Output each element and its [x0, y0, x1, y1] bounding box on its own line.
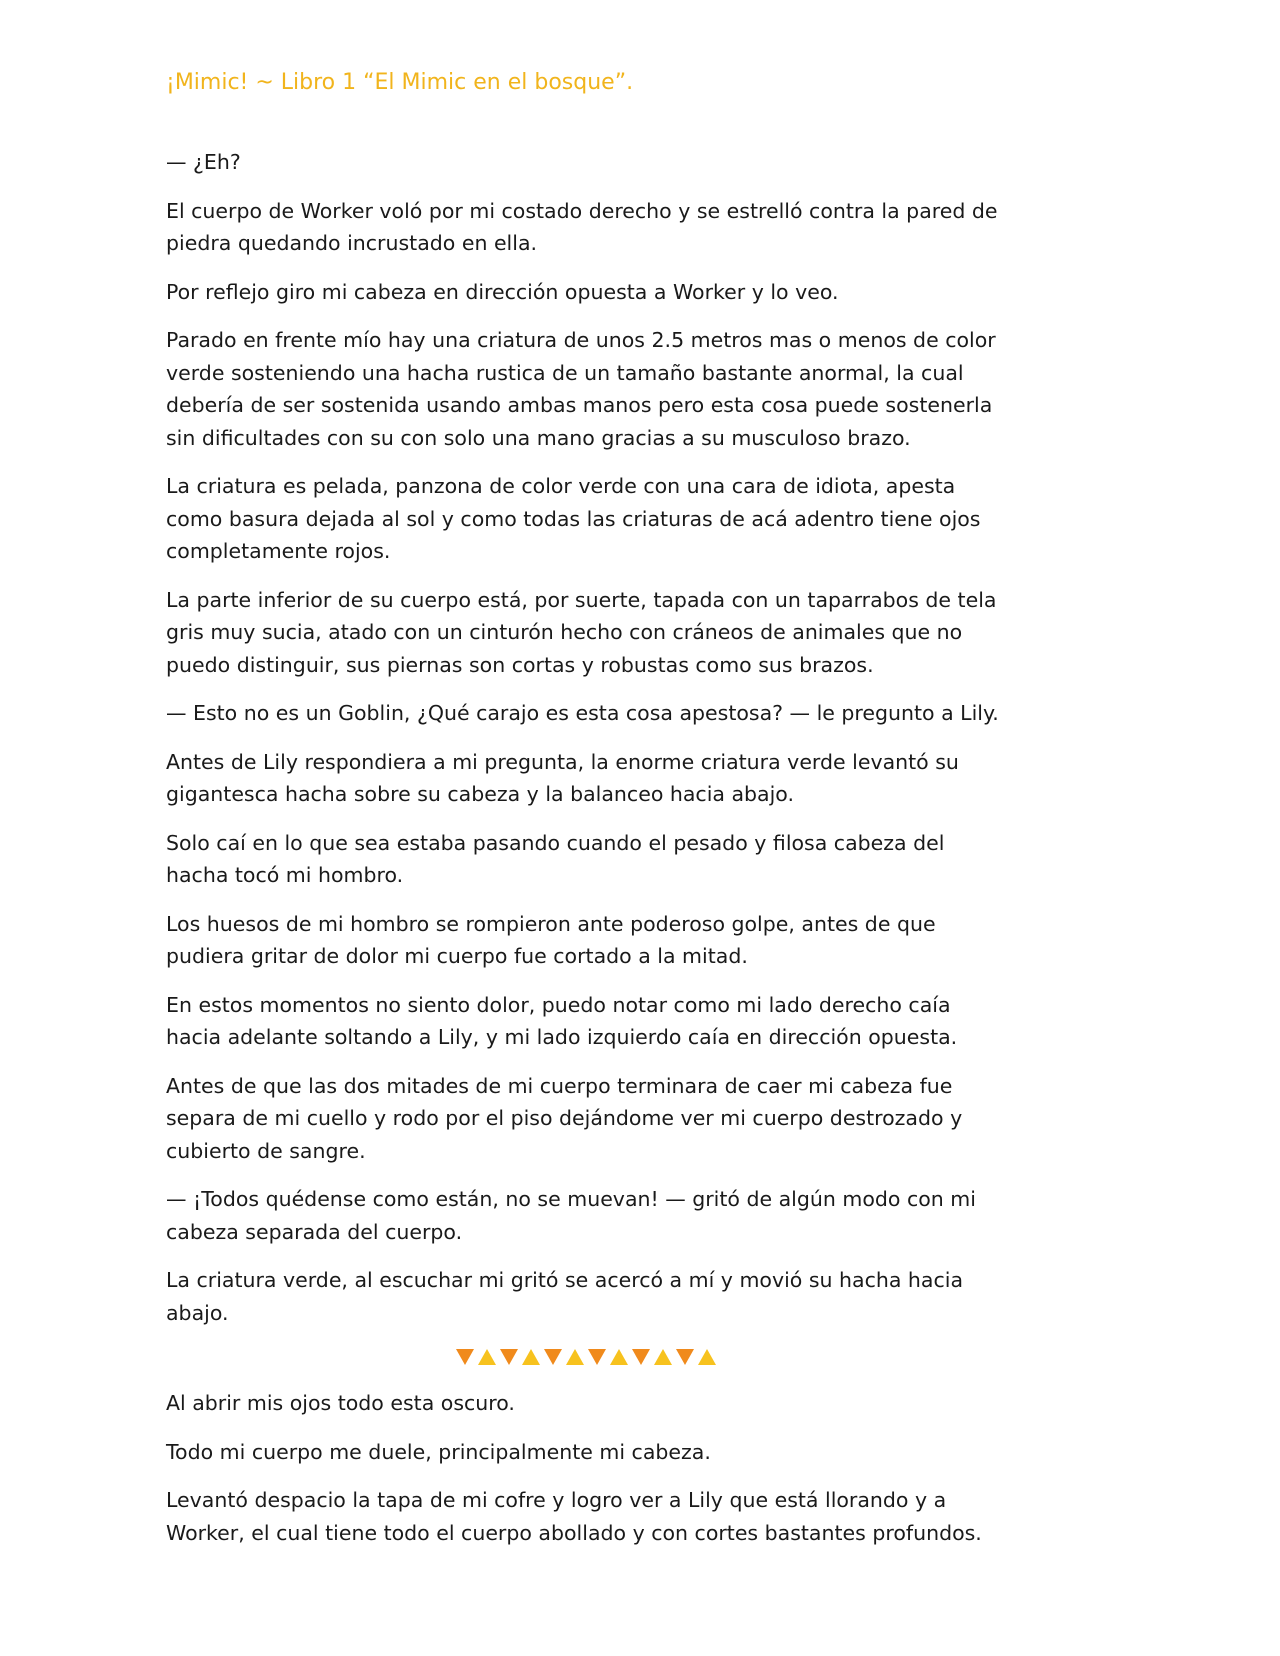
triangle-down-icon — [632, 1349, 650, 1365]
triangle-up-icon — [654, 1349, 672, 1365]
triangle-down-icon — [676, 1349, 694, 1365]
paragraph: La criatura verde, al escuchar mi gritó se acercó a mí y movió su hacha hacia abajo. — [166, 1268, 964, 1325]
triangle-up-icon — [478, 1349, 496, 1365]
paragraph: La parte inferior de su cuerpo está, por suerte, tapada con un taparrabos de tela gris muy sucia, atado con un cinturón hecho con cráneos de animales que no puedo distinguir, sus piernas son cortas y robustas como sus brazos. — [166, 587, 997, 677]
triangle-down-icon — [500, 1349, 518, 1365]
paragraph: Al abrir mis ojos todo esta oscuro. — [166, 1391, 515, 1415]
paragraph: Por reflejo giro mi cabeza en dirección opuesta a Worker y lo veo. — [166, 279, 839, 304]
triangle-up-icon — [566, 1349, 584, 1365]
triangle-down-icon — [456, 1349, 474, 1365]
paragraph: — ¡Todos quédense como están, no se muevan! — gritó de algún modo con mi cabeza separada del cuerpo. — [166, 1187, 976, 1244]
paragraph: Antes de Lily respondiera a mi pregunta, la enorme criatura verde levantó su gigantesca hacha sobre su cabeza y la balanceo hacia abajo. — [166, 749, 959, 806]
triangle-up-icon — [610, 1349, 628, 1365]
paragraph: Antes de que las dos mitades de mi cuerpo terminara de caer mi cabeza fue separa de mi cuello y rodo por el piso dejándome ver mi cuerpo destrozado y cubierto de sangre. — [166, 1073, 963, 1163]
paragraph: Levantó despacio la tapa de mi cofre y logro ver a Lily que está llorando y a Worker, el cual tiene todo el cuerpo abollado y con cortes bastantes profundos. — [166, 1488, 982, 1545]
document-page — [166, 62, 1006, 1565]
paragraph: Parado en frente mío hay una criatura de unos 2.5 metros mas o menos de color verde sosteniendo una hacha rustica de un tamaño bastante anormal, la cual debería de ser sostenida usando ambas manos pero esta cosa puede sostenerla sin dificultades con su con solo una mano gracias a su musculoso brazo. — [166, 328, 996, 450]
triangle-down-icon — [544, 1349, 562, 1365]
paragraph: La criatura es pelada, panzona de color verde con una cara de idiota, apesta como basura dejada al sol y como todas las criaturas de acá adentro tiene ojos completamente rojos. — [166, 474, 981, 563]
scene-break-separator — [166, 1345, 1006, 1369]
triangle-up-icon — [698, 1349, 716, 1365]
paragraph: Los huesos de mi hombro se rompieron ante poderoso golpe, antes de que pudiera gritar de dolor mi cuerpo fue cortado a la mitad. — [166, 911, 936, 968]
paragraph: — ¿Eh? — [166, 150, 241, 174]
paragraph: En estos momentos no siento dolor, puedo notar como mi lado derecho caía hacia adelante soltando a Lily, y mi lado izquierdo caía en dirección opuesta. — [166, 992, 958, 1049]
paragraph: Solo caí en lo que sea estaba pasando cuando el pesado y filosa cabeza del hacha tocó mi hombro. — [166, 830, 945, 887]
paragraph: El cuerpo de Worker voló por mi costado derecho y se estrelló contra la pared de piedra quedando incrustado en ella. — [166, 198, 998, 255]
document-header: ¡Mimic! ~ Libro 1 “El Mimic en el bosque”. — [166, 70, 634, 95]
paragraph: Todo mi cuerpo me duele, principalmente mi cabeza. — [166, 1439, 711, 1464]
triangle-down-icon — [588, 1349, 606, 1365]
text-section-before — [166, 146, 1006, 1329]
paragraph: — Esto no es un Goblin, ¿Qué carajo es esta cosa apestosa? — le pregunto a Lily. — [166, 701, 999, 725]
triangle-up-icon — [522, 1349, 540, 1365]
text-section-after — [166, 1387, 1006, 1549]
